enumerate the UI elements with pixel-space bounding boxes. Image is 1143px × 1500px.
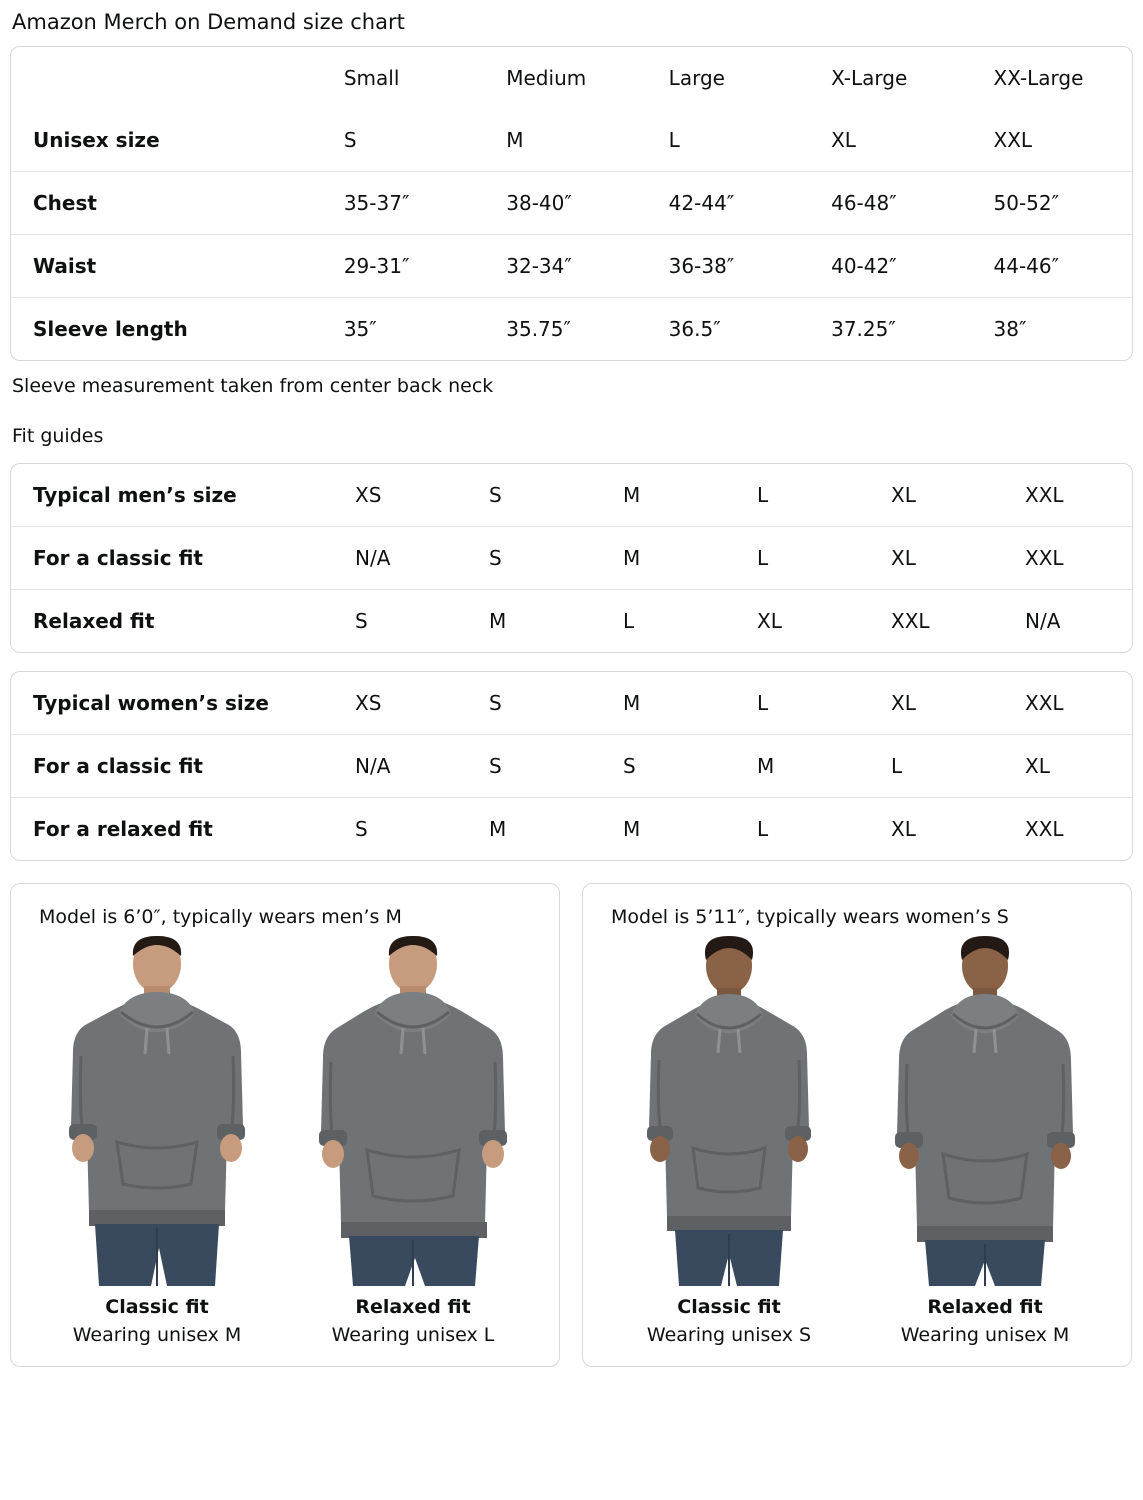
model-wearing-caption: Wearing unisex M bbox=[900, 1324, 1070, 1346]
cell: 36.5″ bbox=[668, 317, 721, 341]
cell: S bbox=[355, 609, 368, 633]
cell: XL bbox=[869, 464, 1003, 527]
model-card-womens bbox=[582, 883, 1132, 1367]
womens-fit-panel bbox=[10, 671, 1133, 861]
cell: S bbox=[322, 109, 484, 172]
row-label: For a relaxed fit bbox=[33, 817, 213, 841]
model-figure-relaxed-men bbox=[288, 936, 538, 1348]
row-label: Waist bbox=[11, 235, 322, 298]
cell: XL bbox=[1003, 735, 1133, 798]
cell: L bbox=[735, 464, 869, 527]
fit-guides-label: Fit guides bbox=[12, 425, 104, 447]
model-figure-row bbox=[601, 936, 1113, 1348]
cell: 38-40″ bbox=[484, 172, 646, 235]
cell: M bbox=[601, 464, 735, 527]
cell: 35-37″ bbox=[322, 172, 484, 235]
table-row bbox=[11, 172, 1133, 235]
table-row bbox=[11, 464, 1133, 527]
cell: 36-38″ bbox=[647, 235, 809, 298]
row-label: For a classic fit bbox=[11, 735, 333, 798]
cell: XXL bbox=[972, 109, 1133, 172]
cell: M bbox=[489, 609, 507, 633]
header-cell-large: Large bbox=[668, 66, 725, 90]
table-row bbox=[11, 798, 1133, 861]
header-cell-blank bbox=[11, 47, 322, 109]
cell: L bbox=[623, 609, 635, 633]
cell: M bbox=[735, 735, 869, 798]
panel-spacer bbox=[10, 653, 1133, 671]
header-cell-xlarge: X-Large bbox=[831, 66, 908, 90]
cell: 40-42″ bbox=[809, 235, 971, 298]
cell: XXL bbox=[891, 609, 930, 633]
header-cell-xxlarge: XX-Large bbox=[993, 66, 1084, 90]
cell: N/A bbox=[333, 735, 467, 798]
cell: 42-44″ bbox=[647, 172, 809, 235]
cell: XXL bbox=[1003, 672, 1133, 735]
page-title: Amazon Merch on Demand size chart bbox=[12, 10, 405, 34]
row-label: Typical women’s size bbox=[11, 672, 333, 735]
model-figure-classic-women bbox=[604, 936, 854, 1348]
table-row bbox=[11, 109, 1133, 172]
cell: 35″ bbox=[343, 317, 377, 341]
size-table-header-row bbox=[11, 47, 1133, 109]
cell: XS bbox=[333, 464, 467, 527]
row-label: Typical men’s size bbox=[11, 464, 333, 527]
cell: M bbox=[601, 672, 735, 735]
model-cards bbox=[10, 883, 1133, 1367]
sleeve-measurement-note: Sleeve measurement taken from center back neck bbox=[12, 375, 494, 397]
row-label: For a classic fit bbox=[11, 527, 333, 590]
model-fit-caption: Relaxed fit bbox=[927, 1296, 1043, 1318]
model-figure-row bbox=[29, 936, 541, 1348]
row-label: Relaxed fit bbox=[33, 609, 155, 633]
cell: S bbox=[355, 817, 368, 841]
cell: M bbox=[601, 527, 735, 590]
model-figure-relaxed-women bbox=[860, 936, 1110, 1348]
cell: 37.25″ bbox=[831, 317, 896, 341]
model-fit-caption: Classic fit bbox=[677, 1296, 781, 1318]
cell: 29-31″ bbox=[322, 235, 484, 298]
cell: XL bbox=[891, 817, 916, 841]
table-row bbox=[11, 235, 1133, 298]
cell: M bbox=[484, 109, 646, 172]
table-row bbox=[11, 527, 1133, 590]
cell: XL bbox=[869, 672, 1003, 735]
cell: XXL bbox=[1003, 527, 1133, 590]
cell: L bbox=[757, 817, 769, 841]
female-model-relaxed-icon bbox=[875, 936, 1095, 1286]
row-label: Chest bbox=[11, 172, 322, 235]
cell: XL bbox=[809, 109, 971, 172]
cell: N/A bbox=[1025, 609, 1061, 633]
model-fit-caption: Classic fit bbox=[105, 1296, 209, 1318]
header-cell-medium: Medium bbox=[506, 66, 587, 90]
mens-fit-table bbox=[11, 464, 1133, 652]
cell: L bbox=[647, 109, 809, 172]
table-row bbox=[11, 298, 1133, 361]
cell: S bbox=[467, 735, 601, 798]
cell: S bbox=[467, 464, 601, 527]
cell: N/A bbox=[333, 527, 467, 590]
header-cell-small: Small bbox=[343, 66, 400, 90]
cell: XXL bbox=[1025, 817, 1064, 841]
table-row bbox=[11, 672, 1133, 735]
model-figure-classic-men bbox=[32, 936, 282, 1348]
size-table bbox=[11, 47, 1133, 360]
cell: S bbox=[467, 527, 601, 590]
cell: 32-34″ bbox=[484, 235, 646, 298]
table-row bbox=[11, 590, 1133, 653]
row-label: Sleeve length bbox=[33, 317, 188, 341]
model-wearing-caption: Wearing unisex M bbox=[72, 1324, 242, 1346]
table-row bbox=[11, 735, 1133, 798]
model-wearing-caption: Wearing unisex L bbox=[331, 1324, 495, 1346]
cell: 35.75″ bbox=[506, 317, 571, 341]
male-model-classic-icon bbox=[47, 936, 267, 1286]
model-photo-relaxed-women bbox=[860, 936, 1110, 1286]
cell: XL bbox=[757, 609, 782, 633]
model-wearing-caption: Wearing unisex S bbox=[646, 1324, 812, 1346]
cell: XS bbox=[333, 672, 467, 735]
cell: L bbox=[869, 735, 1003, 798]
mens-fit-panel bbox=[10, 463, 1133, 653]
male-model-relaxed-icon bbox=[303, 936, 523, 1286]
cell: M bbox=[489, 817, 507, 841]
row-label: Unisex size bbox=[11, 109, 322, 172]
model-photo-classic-men bbox=[32, 936, 282, 1286]
model-photo-relaxed-men bbox=[288, 936, 538, 1286]
cell: L bbox=[735, 527, 869, 590]
cell: S bbox=[601, 735, 735, 798]
female-model-classic-icon bbox=[619, 936, 839, 1286]
womens-fit-table bbox=[11, 672, 1133, 860]
cell: 50-52″ bbox=[972, 172, 1133, 235]
cell: 38″ bbox=[993, 317, 1027, 341]
model-fit-caption: Relaxed fit bbox=[355, 1296, 471, 1318]
cell: S bbox=[467, 672, 601, 735]
model-card-title: Model is 5’11″, typically wears women’s S bbox=[611, 906, 1009, 928]
cell: L bbox=[735, 672, 869, 735]
cell: 44-46″ bbox=[972, 235, 1133, 298]
model-card-mens bbox=[10, 883, 560, 1367]
model-card-title: Model is 6’0″, typically wears men’s M bbox=[39, 906, 402, 928]
cell: 46-48″ bbox=[809, 172, 971, 235]
model-photo-classic-women bbox=[604, 936, 854, 1286]
size-table-panel bbox=[10, 46, 1133, 361]
cell: M bbox=[623, 817, 641, 841]
cell: XXL bbox=[1003, 464, 1133, 527]
cell: XL bbox=[869, 527, 1003, 590]
